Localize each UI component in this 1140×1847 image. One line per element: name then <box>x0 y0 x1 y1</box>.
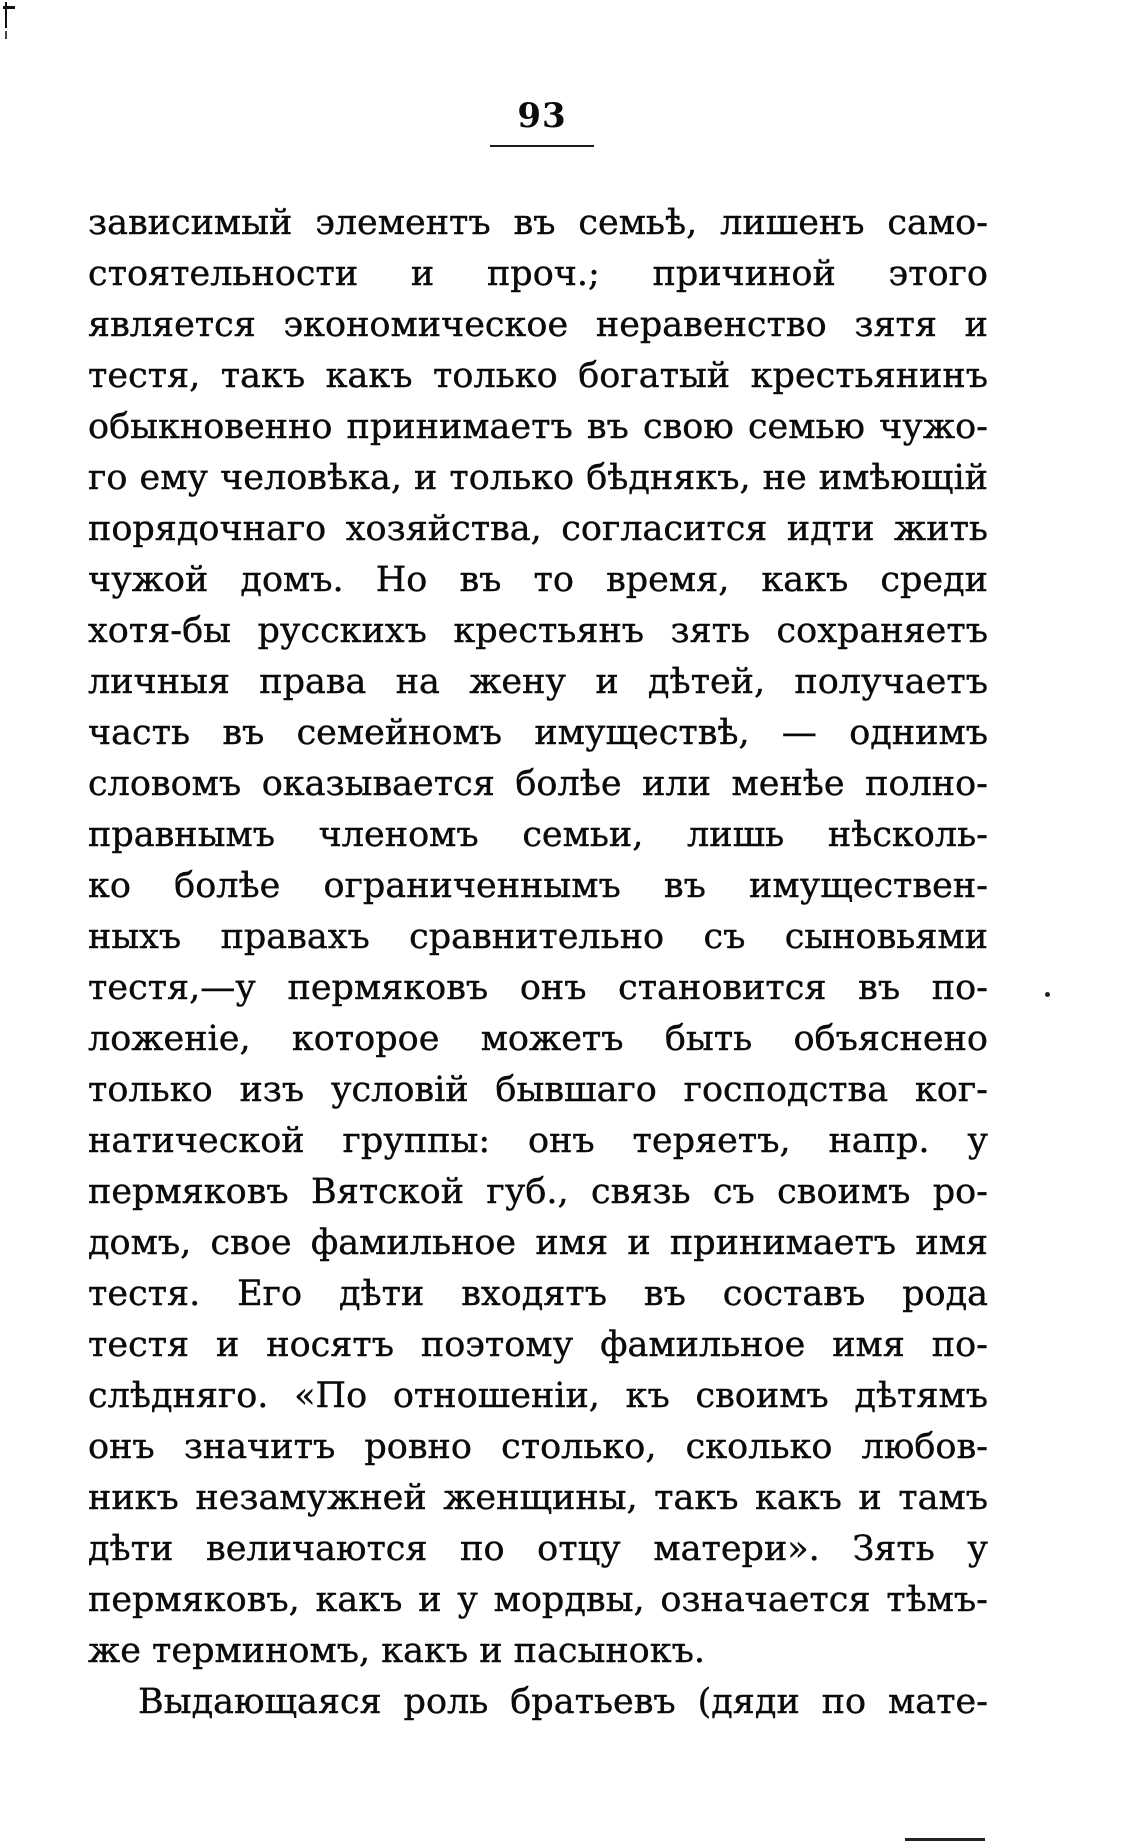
text-line: часть въ семейномъ имуществѣ, — однимъ <box>88 713 988 753</box>
page-number: 93 <box>517 96 567 136</box>
text-line: онъ значитъ ровно столько, сколько любов- <box>88 1427 988 1467</box>
text-line: слѣдняго. «По отношеніи, къ своимъ дѣтямъ <box>88 1376 988 1416</box>
paragraph-start-line: Выдающаяся роль братьевъ (дяди по мате- <box>138 1682 988 1722</box>
text-line: порядочнаго хозяйства, согласится идти жить <box>88 509 988 549</box>
page-number-rule <box>490 145 594 147</box>
text-line: тестя,—у пермяковъ онъ становится въ по- <box>88 968 988 1008</box>
text-line: личныя права на жену и дѣтей, получаетъ <box>88 662 988 702</box>
body-text <box>88 198 988 1728</box>
text-line: является экономическое неравенство зятя и <box>88 305 988 345</box>
text-line: го ему человѣка, и только бѣднякъ, не имѣющій <box>88 458 988 498</box>
text-line: домъ, свое фамильное имя и принимаетъ имя <box>88 1223 988 1263</box>
text-line: зависимый элементъ въ семьѣ, лишенъ само- <box>88 203 988 243</box>
text-line: никъ незамужней женщины, такъ какъ и тамъ <box>88 1478 988 1518</box>
text-line: хотя-бы русскихъ крестьянъ зять сохраняетъ <box>88 611 988 651</box>
text-line: правнымъ членомъ семьи, лишь нѣсколь- <box>88 815 988 855</box>
text-line: дѣти величаются по отцу матери». Зять у <box>88 1529 988 1569</box>
text-line: натической группы: онъ теряетъ, напр. у <box>88 1121 988 1161</box>
text-line: ложеніе, которое можетъ быть объяснено <box>88 1019 988 1059</box>
text-line: ко болѣе ограниченнымъ въ имуществен- <box>88 866 988 906</box>
text-line: тестя. Его дѣти входятъ въ составъ рода <box>88 1274 988 1314</box>
text-line: словомъ оказывается болѣе или менѣе полно- <box>88 764 988 804</box>
text-line: пермяковъ Вятской губ., связь съ своимъ ро- <box>88 1172 988 1212</box>
text-line: чужой домъ. Но въ то время, какъ среди <box>88 560 988 600</box>
text-line: только изъ условій бывшаго господства ког- <box>88 1070 988 1110</box>
text-line: тестя и носятъ поэтому фамильное имя по- <box>88 1325 988 1365</box>
text-line: обыкновенно принимаетъ въ свою семью чужо- <box>88 407 988 447</box>
text-line: стоятельности и проч.; причиной этого <box>88 254 988 294</box>
text-line: пермяковъ, какъ и у мордвы, означается тѣмъ- <box>88 1580 988 1620</box>
scan-bottom-mark <box>905 1838 985 1841</box>
text-line: ныхъ правахъ сравнительно съ сыновьями <box>88 917 988 957</box>
scan-speck <box>1045 992 1050 997</box>
paragraph-end-line: же терминомъ, какъ и пасынокъ. <box>88 1631 705 1671</box>
text-line: тестя, такъ какъ только богатый крестьянинъ <box>88 356 988 396</box>
scan-corner-mark <box>3 0 17 42</box>
